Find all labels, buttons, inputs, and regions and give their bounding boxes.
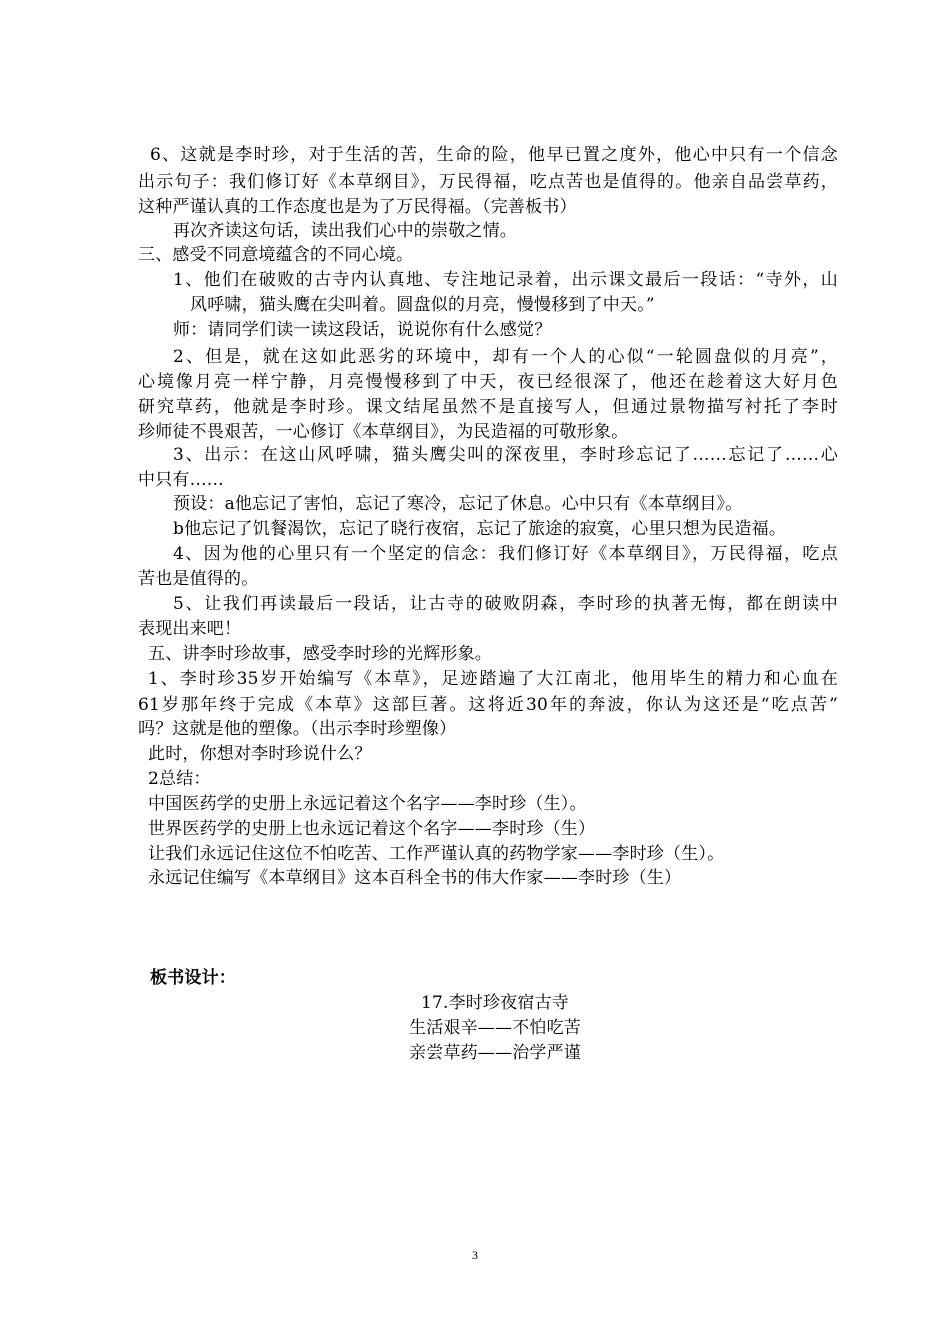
- text-line-17: 4、因为他的心里只有一个坚定的信念：我们修订好《本草纲目》，万民得福，吃点: [173, 544, 838, 564]
- text-line-28: 世界医药学的史册上也永远记着这个名字——李时珍（生）: [148, 819, 596, 839]
- page-number: 3: [472, 1248, 478, 1262]
- text-line-26: 2总结：: [148, 769, 211, 789]
- board-design-heading: 板书设计：: [150, 968, 236, 988]
- text-line-12: 珍师徒不畏艰苦，一心修订《本草纲目》，为民造福的可敬形象。: [138, 422, 629, 442]
- text-line-16: b他忘记了饥餐渴饮，忘记了晓行夜宿，忘记了旅途的寂寞，心里只想为民造福。: [173, 519, 787, 539]
- text-line-9: 2、但是，就在这如此恶劣的环境中，却有一个人的心似“一轮圆盘似的月亮”，: [173, 347, 838, 367]
- text-line-22: 1、李时珍35岁开始编写《本草》，足迹踏遍了大江南北，他用毕生的精力和心血在: [148, 669, 838, 689]
- text-line-8: 师：请同学们读一读这段话，说说你有什么感觉？: [173, 320, 552, 340]
- text-line-11: 研究草药，他就是李时珍。课文结尾虽然不是直接写人，但通过景物描写衬托了李时: [138, 397, 838, 417]
- text-line-1: 6、这就是李时珍，对于生活的苦，生命的险，他早已置之度外，他心中只有一个信念: [150, 145, 838, 165]
- board-line-title: 17.李时珍夜宿古寺: [420, 993, 570, 1013]
- text-line-20: 表现出来吧！: [138, 619, 242, 639]
- text-line-18: 苦也是值得的。: [138, 569, 259, 589]
- text-line-7: 风呼啸，猫头鹰在尖叫着。圆盘似的月亮，慢慢移到了中天。”: [190, 295, 655, 315]
- text-line-10: 心境像月亮一样宁静，月亮慢慢移到了中天，夜已经很深了，他还在趁着这大好月色: [138, 372, 838, 392]
- text-line-3: 这种严谨认真的工作态度也是为了万民得福。（完善板书）: [138, 197, 577, 217]
- text-line-14: 中只有……: [138, 470, 224, 490]
- text-line-2: 出示句子：我们修订好《本草纲目》，万民得福，吃点苦也是值得的。他亲自品尝草药，: [138, 172, 838, 192]
- text-line-27: 中国医药学的史册上永远记着这个名字——李时珍（生）。: [148, 794, 587, 814]
- section-heading-3: 三、感受不同意境蕴含的不同心境。: [138, 245, 414, 265]
- text-line-24: 吗？这就是他的塑像。（出示李时珍塑像）: [138, 719, 457, 739]
- text-line-4: 再次齐读这句话，读出我们心中的崇敬之情。: [173, 221, 517, 241]
- board-line-3: 亲尝草药——治学严谨: [409, 1043, 581, 1063]
- text-line-19: 5、让我们再读最后一段话，让古寺的破败阴森，李时珍的执著无悔，都在朗读中: [173, 594, 838, 614]
- text-line-6: 1、他们在破败的古寺内认真地、专注地记录着，出示课文最后一段话：“寺外，山: [173, 270, 838, 290]
- text-line-23: 61岁那年终于完成《本草》这部巨著。这将近30年的奔波，你认为这还是“吃点苦”: [138, 695, 838, 715]
- text-line-15: 预设：a他忘记了害怕，忘记了寒冷，忘记了休息。心中只有《本草纲目》。: [173, 494, 743, 514]
- section-heading-5: 五、讲李时珍故事，感受李时珍的光辉形象。: [148, 644, 492, 664]
- text-line-29: 让我们永远记住这位不怕吃苦、工作严谨认真的药物学家——李时珍（生）。: [148, 844, 725, 864]
- text-line-25: 此时，你想对李时珍说什么？: [148, 744, 372, 764]
- board-line-2: 生活艰辛——不怕吃苦: [409, 1018, 581, 1038]
- text-line-13: 3、出示：在这山风呼啸，猫头鹰尖叫的深夜里，李时珍忘记了……忘记了……心: [173, 445, 838, 465]
- text-line-30: 永远记住编写《本草纲目》这本百科全书的伟大作家——李时珍（生）: [148, 868, 682, 888]
